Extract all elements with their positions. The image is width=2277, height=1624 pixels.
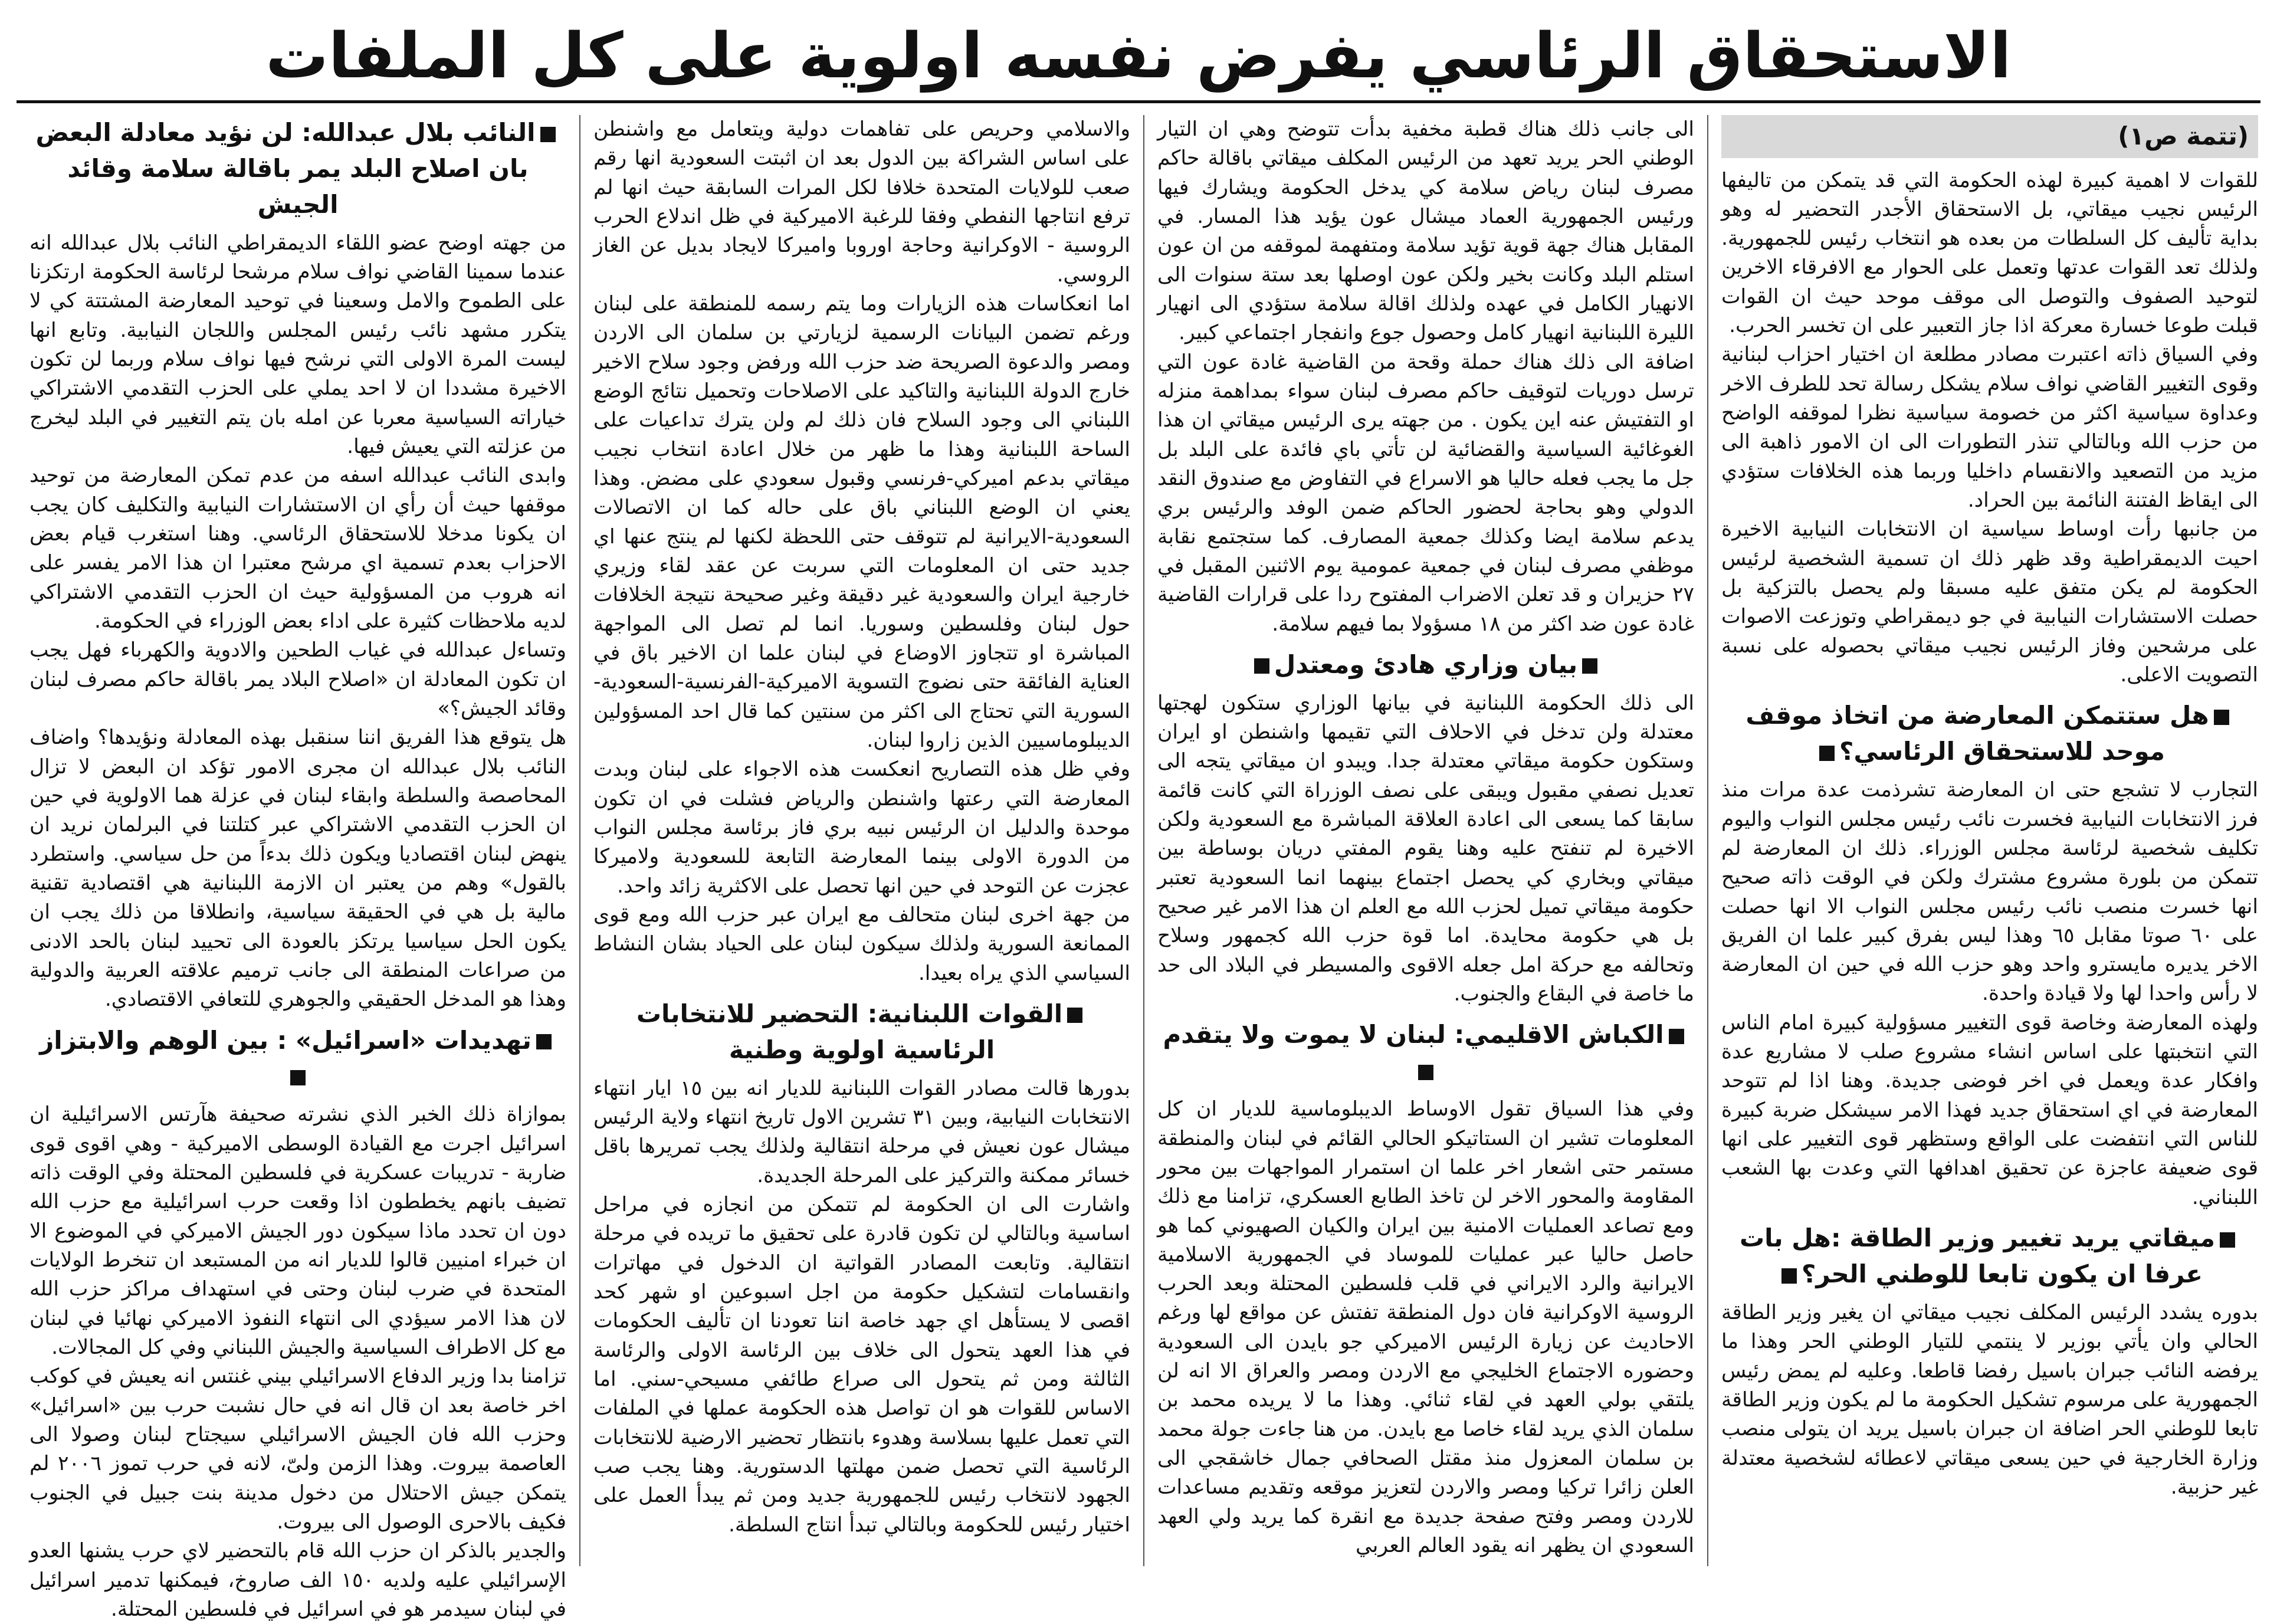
article-columns bbox=[17, 115, 2260, 1621]
column-2 bbox=[1143, 115, 1707, 1566]
square-bullet-icon bbox=[1819, 746, 1835, 761]
paragraph: بموازاة ذلك الخبر الذي نشرته صحيفة هآرتس الاسرائيلية ان اسرائيل اجرت مع القيادة الوسطى الاميركية - وهي اقوى قوى ضاربة - تدريبات عسكرية في فلسطين المحتلة وفي الوقت ذاته تضيف بانهم يخططون اذا وقعت حرب اسرائيلية مع حزب الله دون ان تحدد ماذا سيكون دور الجيش الاميركي في الموضوع الا ان خبراء امنيين قالوا للديار انه من المستبعد ان تنخرط الولايات المتحدة في ضرب لبنان وحتى في استهداف مراكز حزب الله لان هذا الامر سيؤدي الى انتهاء النفوذ الاميركي نهائيا في لبنان مع كل الاطراف السياسية والجيش اللبناني وفي كل المجالات. bbox=[29, 1103, 566, 1359]
paragraph: وتساءل عبدالله في غياب الطحين والادوية والكهرباء فهل يجب ان تكون المعادلة ان «اصلاح البلاد يمر باقالة حاكم مصرف لبنان وقائد الجيش؟» bbox=[29, 638, 566, 720]
square-bullet-icon bbox=[1669, 1029, 1684, 1044]
paragraph: تزامنا بدا وزير الدفاع الاسرائيلي بيني غنتس انه يعيش في كوكب اخر خاصة بعد ان قال انه في حال نشبت حرب بين «اسرائيل» وحزب الله فان الجيش الاسرائيلي سيجتاح لبنان وصولا الى العاصمة بيروت. وهذا الزمن ولىّ، لانه في حرب تموز ٢٠٠٦ لم يتمكن جيش الاحتلال من دخول مدينة بنت جبيل في الجنوب فكيف بالاحرى الوصول الى بيروت. bbox=[29, 1364, 566, 1534]
paragraph: بدورها قالت مصادر القوات اللبنانية للديار انه بين ١٥ ايار انتهاء الانتخابات النيابية، وبين ٣١ تشرين الاول تاريخ انتهاء ولاية الرئيس ميشال عون نعيش في مرحلة انتقالية ولذلك يجب تمريرها باقل خسائر ممكنة والتركيز على المرحلة الجديدة. bbox=[593, 1076, 1130, 1187]
paragraph: اضافة الى ذلك هناك حملة وقحة من القاضية غادة عون التي ترسل دوريات لتوقيف حاكم مصرف لبنان سواء بمداهمة منزله او التفتيش عنه اين يكون . من جهته يرى الرئيس ميقاتي ان هذا الغوغائية السياسية والقضائية لن تأتي باي فائدة على البلد بل جل ما يجب فعله حاليا هو الاسراع في التفاوض مع صندوق النقد الدولي وهو بحاجة لحضور الحاكم ضمن الوفد والرئيس بري يدعم سلامة ايضا وكذلك جمعية المصارف. كما ستجتمع نقابة موظفي مصرف لبنان في جمعية عمومية يوم الاثنين المقبل في ٢٧ حزيران و قد تعلن الاضراب المفتوح ردا على قرارات القاضية غادة عون ضد اكثر من ١٨ مسؤولا بما فيهم سلامة. bbox=[1157, 350, 1694, 636]
paragraph: من جهة اخرى لبنان متحالف مع ايران عبر حزب الله ومع قوى الممانعة السورية ولذلك سيكون لبنان على الحياد بشان النشاط السياسي الذي يراه بعيدا. bbox=[593, 903, 1130, 985]
paragraph: واشارت الى ان الحكومة لم تتمكن من انجازه في مراحل اساسية وبالتالي لن تكون قادرة على تحقيق ما تريده في مرحلة انتقالية. وتابعت المصادر القواتية ان الدخول في مهاترات وانقسامات لتشكيل حكومة من اجل اسبوعين او شهر كحد اقصى لا يستأهل اي جهد خاصة اننا تعودنا ان تأليف الحكومات في هذا العهد يتحول الى خلاف بين الرئاسة الاولى والرئاسة الثالثة ومن ثم يتحول الى صراع طائفي مسيحي-سني. اما الاساس للقوات هو ان تواصل هذه الحكومة عملها في الملفات التي تعمل عليها بسلاسة وهدوء بانتظار تحضير الارضية للانتخابات الرئاسية التي تحصل ضمن مهلتها الدستورية. وهنا يجب صب الجهود لانتخاب رئيس للجمهورية جديد ومن ثم يبدأ العمل على اختيار رئيس للحكومة وبالتالي تبدأ انتاج السلطة. bbox=[593, 1192, 1130, 1537]
continued-label: (تتمة ص١) bbox=[1721, 115, 2258, 158]
square-bullet-icon bbox=[1418, 1065, 1433, 1080]
square-bullet-icon bbox=[1582, 658, 1597, 674]
paragraph: الى ذلك الحكومة اللبنانية في بيانها الوزاري ستكون لهجتها معتدلة ولن تدخل في الاحلاف التي تقيمها واشنطن او ايران وستكون حكومة ميقاتي معتدلة جدا. ويبدو ان ميقاتي يتجه الى تعديل نصفي مقبول ويبقى على نصف الوزراة التي كانت قائمة سابقا كما يسعى الى اعادة العلاقة المباشرة مع السعودية ولكن الاخيرة لم تنفتح عليه وهنا يقوم المفتي دريان بوساطة بين ميقاتي وبخاري كي يحصل اجتماع بينهما انما السعودية تعتبر حكومة ميقاتي تميل لحزب الله مع العلم ان هذا الامر غير صحيح بل هي حكومة محايدة. اما قوة حزب الله كجمهور وسلاح وتحالفه مع حركة امل جعله الاقوى والمسيطر في البلاد الى حد ما خاصة في البقاع والجنوب. bbox=[1157, 691, 1694, 1006]
square-bullet-icon bbox=[2214, 710, 2229, 725]
paragraph: من جانبها رأت اوساط سياسية ان الانتخابات النيابية الاخيرة احيت الديمقراطية وقد ظهر ذلك ان تسمية الشخصية لرئيس الحكومة لم يكن متفق عليه مسبقا ولم يحصل بالتزكية بل حصلت الاستشارات النيابية في جو ديمقراطي وتوزعت الاصوات على مرشحين وفاز الرئيس نجيب ميقاتي بحصوله على نسبة التصويت الاعلى. bbox=[1721, 517, 2258, 687]
paragraph: اما انعكاسات هذه الزيارات وما يتم رسمه للمنطقة على لبنان ورغم تضمن البيانات الرسمية لزيارتي بن سلمان الى الاردن ومصر والدعوة الصريحة ضد حزب الله ورفض وجود سلاح الاخير خارج الدولة اللبنانية والتاكيد على الاصلاحات وتحميل نتائج الوضع اللبناني الى وجود السلاح فان ذلك لم ولن يترك تداعيات على الساحة اللبنانية وهذا ما ظهر من خلال اعادة انتخاب نجيب ميقاتي بدعم اميركي-فرنسي وقبول سعودي على مضض. وهذا يعني ان الوضع اللبناني باق على حاله كما ان الاتصالات السعودية-الايرانية لم تتوقف حتى اللحظة لكنها لم ينتج عنها اي جديد حتى ان المعلومات التي سربت عن عقد لقاء وزيري خارجية ايران والسعودية غير دقيقة وغير صحيحة نتيجة الخلافات حول لبنان وفلسطين وسوريا. انما لم تصل الى المواجهة المباشرة او تتجاوز الاوضاع في لبنان علما ان الاخير باق في العناية الفائقة حتى نضوج التسوية الاميركية-الفرنسية-السعودية-السورية التي تحتاج الى اكثر من سنتين كما قال احد المسؤولين الديبلوماسيين الذين زاروا لبنان. bbox=[593, 291, 1130, 752]
square-bullet-icon bbox=[290, 1070, 306, 1085]
paragraph: والجدير بالذكر ان حزب الله قام بالتحضير لاي حرب يشنها العدو الإسرائيلي عليه ولديه ١٥٠ الف صاروخ، فيمكنها تدمير اسرائيل في لبنان سيدمر هو في اسرائيل في فلسطين المحتلة. bbox=[29, 1539, 566, 1621]
section-heading: القوات اللبنانية: التحضير للانتخابات الرئاسية اولوية وطنية bbox=[593, 996, 1130, 1068]
paragraph: بدوره يشدد الرئيس المكلف نجيب ميقاتي ان يغير وزير الطاقة الحالي وان يأتي بوزير لا ينتمي للتيار الوطني الحر وهذا ما يرفضه النائب جبران باسيل رفضا قاطعا. وعليه لم يمض رئيس الجمهورية على مرسوم تشكيل الحكومة ما لم يكون وزير الطاقة تابعا للوطني الحر اضافة ان جبران باسيل يريد ان يتولى منصب وزارة الخارجية في حين يسعى ميقاتي لاعطائه لشخصية معتدلة غير حزبية. bbox=[1721, 1300, 2258, 1499]
page-headline: الاستحقاق الرئاسي يفرض نفسه اولوية على كل الملفات bbox=[17, 12, 2260, 103]
column-1 bbox=[1707, 115, 2260, 1566]
square-bullet-icon bbox=[536, 1034, 552, 1049]
square-bullet-icon bbox=[2220, 1232, 2235, 1248]
paragraph: الى جانب ذلك هناك قطبة مخفية بدأت تتوضح وهي ان التيار الوطني الحر يريد تعهد من الرئيس المكلف ميقاتي باقالة حاكم مصرف لبنان رياض سلامة كي يدخل الحكومة ويشارك فيها ورئيس الجمهورية العماد ميشال عون يؤيد هذا المسار. في المقابل هناك جهة قوية تؤيد سلامة ومتفهمة لموقفه من ان عون استلم البلد وكانت بخير ولكن عون اوصلها بعد ستة سنوات الى الانهيار الكامل في عهده ولذلك اقالة سلامة ستؤدي الى انهيار الليرة اللبنانية انهيار كامل وحصول جوع وانفجار اجتماعي كبير. bbox=[1157, 117, 1694, 345]
paragraph: والاسلامي وحريص على تفاهمات دولية ويتعامل مع واشنطن على اساس الشراكة بين الدول بعد ان اثبتت السعودية انها رقم صعب للولايات المتحدة خلافا لكل المرات السابقة حيث انها لم ترفع انتاجها النفطي وفقا للرغبة الاميركية في ظل اندلاع الحرب الروسية - الاوكرانية وحاجة اوروبا واميركا لايجاد بديل عن الغاز الروسي. bbox=[593, 117, 1130, 287]
square-bullet-icon bbox=[1067, 1008, 1082, 1023]
paragraph: للقوات لا اهمية كبيرة لهذه الحكومة التي قد يتمكن من تاليفها الرئيس نجيب ميقاتي، بل الاستحقاق الأجدر التحضير له وهو بداية تأليف كل السلطات من بعده هو انتخاب رئيس للجمهورية. ولذلك تعد القوات عدتها وتعمل على الحوار مع الافرقاء الاخرين لتوحيد الصفوف والتوصل الى موقف موحد حيث ان القوات قبلت طوعا خسارة معركة اذا جاز التعبير على ان تخسر الحرب. bbox=[1721, 168, 2258, 338]
square-bullet-icon bbox=[540, 127, 556, 142]
section-heading: بيان وزاري هادئ ومعتدل bbox=[1157, 647, 1694, 683]
paragraph: وفي هذا السياق تقول الاوساط الديبلوماسية للديار ان كل المعلومات تشير ان الستاتيكو الحالي القائم في لبنان والمنطقة مستمر حتى اشعار اخر علما ان استمرار المواجهات بين محور المقاومة والمحور الاخر لن تاخذ الطابع العسكري، تزامنا مع ذلك ومع تصاعد العمليات الامنية بين ايران والكيان الصهيوني كما هو حاصل حاليا عبر عمليات للموساد في الجمهورية الاسلامية الايرانية والرد الايراني في قلب فلسطين المحتلة وبعد الحرب الروسية الاوكرانية فان دول المنطقة تفتش عن مواقع لها ورغم الاحاديث عن زيارة الرئيس الاميركي جو بايدن الى السعودية وحضوره الاجتماع الخليجي مع الاردن ومصر والعراق الا انه لن يلتقي بولي العهد في لقاء ثنائي. وهذا ما لا يريده محمد بن سلمان الذي يريد لقاء خاصا مع بايدن. من هنا جاءت جولة محمد بن سلمان المعزول منذ مقتل الصحافي جمال خاشقجي الى العلن زائرا تركيا ومصر والاردن لتعزيز موقعه وتقديم مساعدات للاردن ومصر وفتح صفحة جديدة مع انقرة كما يريد ولي العهد السعودي ان يظهر انه يقود العالم العربي bbox=[1157, 1097, 1694, 1558]
paragraph: ولهذه المعارضة وخاصة قوى التغيير مسؤولية كبيرة امام الناس التي انتخبتها على اساس انشاء مشروع صلب لا مشاريع عدة وافكار عدة ويعمل في اخر فوضى جديدة. وهنا اذا لم تتوحد المعارضة في اي استحقاق جديد فهذا الامر سيشكل ضربة كبيرة للناس التي انتفضت على الواقع وستظهر قوى التغيير على انها قوى ضعيفة عاجزة عن تحقيق اهدافها التي وعدت بها الشعب اللبناني. bbox=[1721, 1011, 2258, 1209]
square-bullet-icon bbox=[1781, 1268, 1797, 1284]
paragraph: وابدى النائب عبدالله اسفه من عدم تمكن المعارضة من توحيد موقفها حيث أن رأي ان الاستشارات النيابية والتكليف كان يجب ان يكونا مدخلا للاستحقاق الرئاسي. وهنا استغرب قيام بعض الاحزاب بعدم تسمية اي مرشح معتبرا ان هذا الامر يفسر على انه هروب من المسؤولية حيث ان الحزب التقدمي الاشتراكي لديه ملاحظات كثيرة على اداء بعض الوزراء في الحكومة. bbox=[29, 464, 566, 633]
paragraph: وفي السياق ذاته اعتبرت مصادر مطلعة ان اختيار احزاب لبنانية وقوى التغيير القاضي نواف سلام يشكل رسالة تحد للطرف الاخر وعداوة سياسية اكثر من خصومة سياسية نظرا لموقفه الواضح من حزب الله وبالتالي تنذر التطورات الى ان الامور ذاهبة الى مزيد من التصعيد والانقسام داخليا وربما هذه الخلافات ستؤدي الى ايقاظ الفتنة النائمة بين الحراد. bbox=[1721, 343, 2258, 513]
column-3 bbox=[579, 115, 1143, 1566]
section-heading: النائب بلال عبدالله: لن نؤيد معادلة البعض بان اصلاح البلد يمر باقالة سلامة وقائد الجيش bbox=[29, 115, 566, 223]
paragraph: التجارب لا تشجع حتى ان المعارضة تشرذمت عدة مرات منذ فرز الانتخابات النيابية فخسرت نائب رئيس مجلس النواب واليوم تكليف شخصية لرئاسة مجلس الوزراء. ذلك ان المعارضة لم تتمكن من بلورة مشروع مشترك ولكن في الوقت ذاته صحيح انها خسرت منصب نائب رئيس مجلس النواب الا انها حصلت على ٦٠ صوتا مقابل ٦٥ وهذا ليس بفرق كبير علما ان الفريق الاخر يديره مايسترو واحد وهو حزب الله في حين ان المعارضة لا رأس واحدا لها ولا قيادة واحدة. bbox=[1721, 778, 2258, 1006]
paragraph: هل يتوقع هذا الفريق اننا سنقبل بهذه المعادلة ونؤيدها؟ واضاف النائب بلال عبدالله ان مجرى الامور تؤكد ان البعض لا تزال المحاصصة والسلطة وابقاء لبنان في عزلة هما الاولوية في حين ان الحزب التقدمي الاشتراكي عبر كتلتنا في البرلمان نريد ان ينهض لبنان اقتصاديا ويكون ذلك بدءاً من حل سياسي. واستطرد بالقول» وهم من يعتبر ان الازمة اللبنانية هي اقتصادية تقنية مالية بل هي في الحقيقة سياسية، وانطلاقا من ذلك يجب ان يكون الحل سياسيا يرتكز بالعودة الى تحييد لبنان بالحد الادنى من صراعات المنطقة الى جانب ترميم علاقته العربية والدولية وهذا هو المدخل الحقيقي والجوهري للتعافي الاقتصادي. bbox=[29, 726, 566, 1012]
section-heading: الكباش الاقليمي: لبنان لا يموت ولا يتقدم bbox=[1157, 1017, 1694, 1089]
paragraph: وفي ظل هذه التصاريح انعكست هذه الاجواء على لبنان وبدت المعارضة التي رعتها واشنطن والرياض فشلت في ان تكون موحدة والدليل ان الرئيس نبيه بري فاز برئاسة مجلس النواب من الدورة الاولى بينما المعارضة التابعة للسعودية ولاميركا عجزت عن التوحد في حين انها تحصل على الاكثرية زائد واحد. bbox=[593, 757, 1130, 898]
paragraph: من جهته اوضح عضو اللقاء الديمقراطي النائب بلال عبدالله انه عندما سمينا القاضي نواف سلام مرشحا لرئاسة الحكومة ارتكزنا على الطموح والامل وسعينا في توحيد المعارضة المشتتة كي لا يتكرر مشهد نائب رئيس المجلس واللجان النيابية. وتابع انها ليست المرة الاولى التي نرشح فيها نواف سلام وربما لن تكون الاخيرة مشددا ان لا احد يملي على الحزب التقدمي الاشتراكي خياراته السياسية معربا عن امله بان يتم التغيير في البلد ليخرج من عزلته التي يعيش فيها. bbox=[29, 231, 566, 458]
section-heading: ميقاتي يريد تغيير وزير الطاقة :هل بات عرفا ان يكون تابعا للوطني الحر؟ bbox=[1721, 1221, 2258, 1292]
section-heading: هل ستتمكن المعارضة من اتخاذ موقف موحد للاستحقاق الرئاسي؟ bbox=[1721, 698, 2258, 770]
column-4 bbox=[17, 115, 579, 1621]
square-bullet-icon bbox=[1254, 658, 1269, 674]
section-heading: تهديدات «اسرائيل» : بين الوهم والابتزاز bbox=[29, 1023, 566, 1095]
